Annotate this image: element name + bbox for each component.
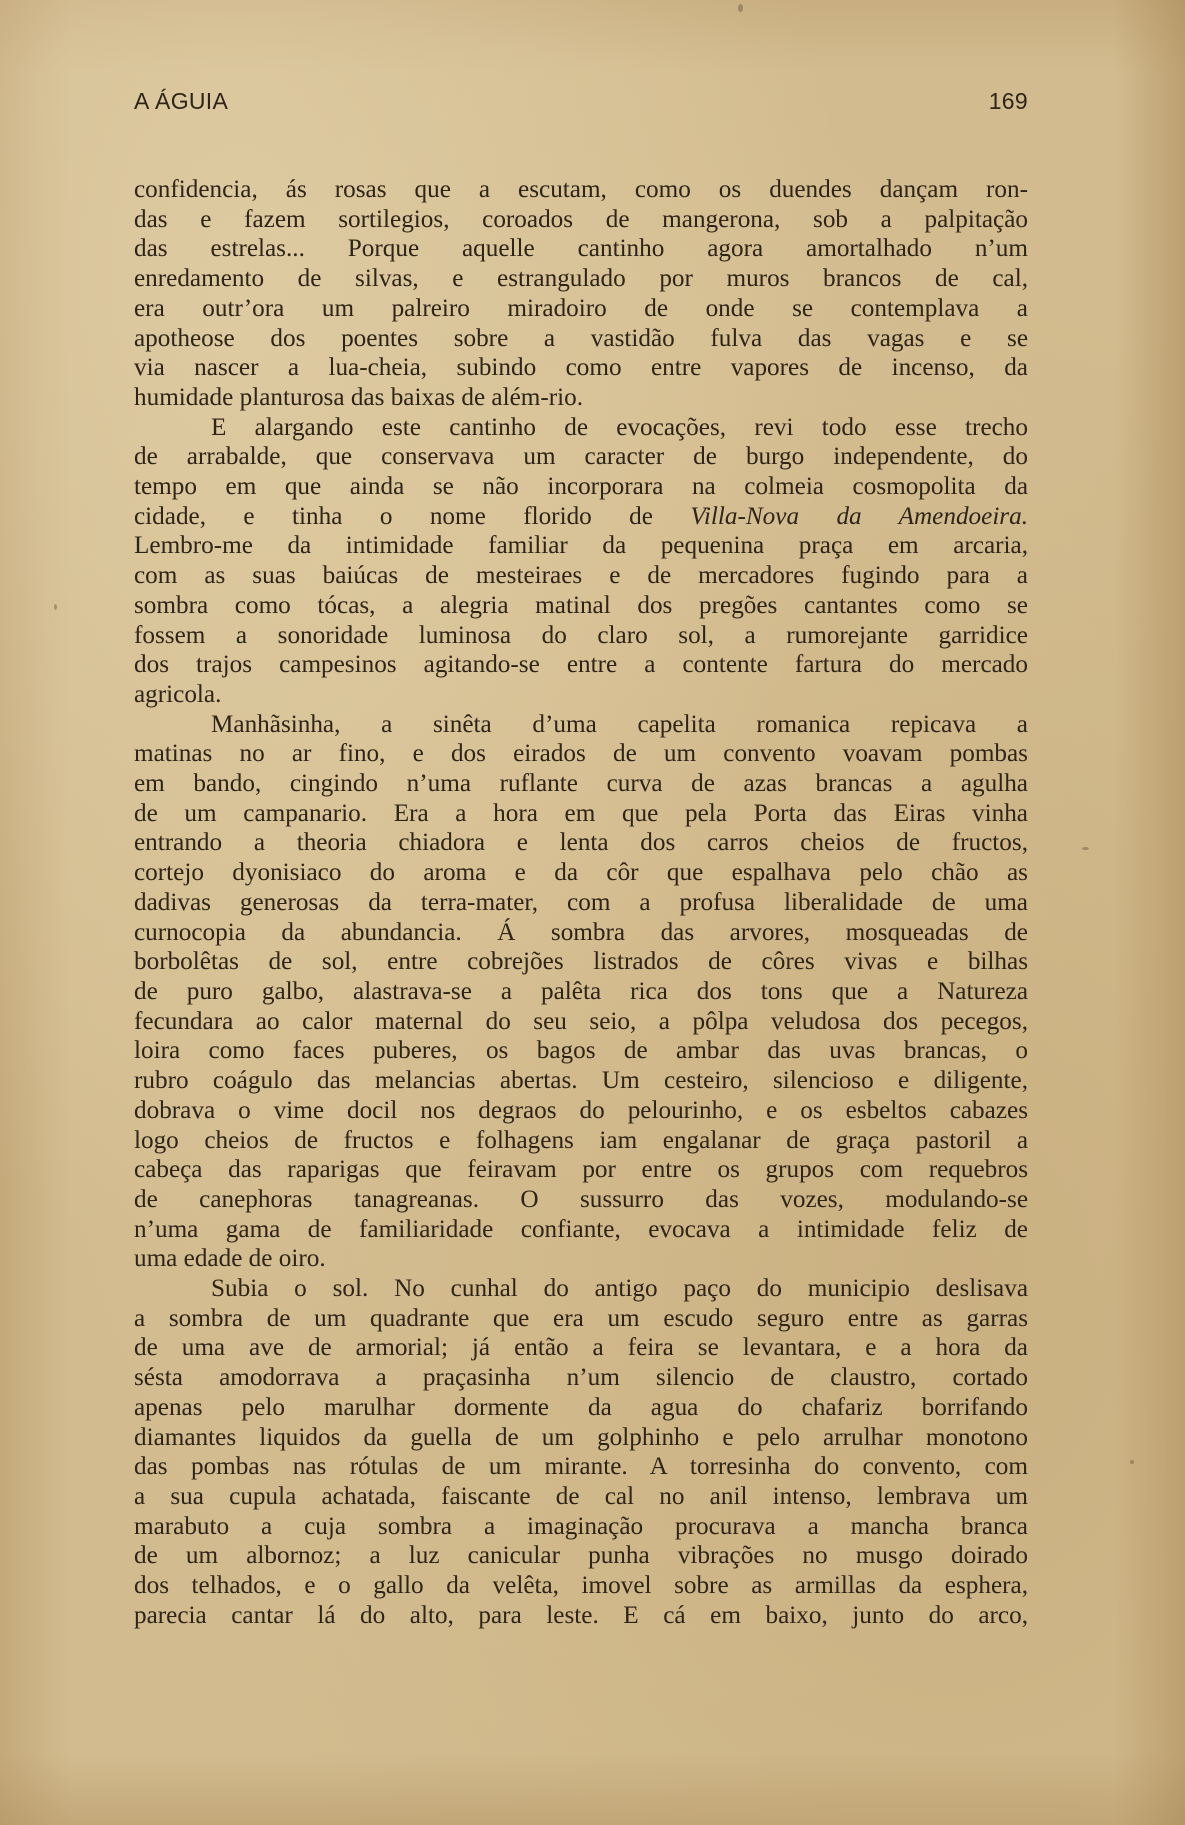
text-line	[134, 472, 1028, 502]
text-line	[134, 1007, 1028, 1037]
text-line-content: de um albornoz; a luz canicular punha vibrações no musgo doirado	[134, 1542, 1028, 1570]
text-line-content: cidade, e tinha o nome florido de	[134, 502, 653, 530]
text-line	[134, 650, 1028, 680]
text-line	[134, 205, 1028, 235]
text-line	[134, 977, 1028, 1007]
text-line-content: das pombas nas rótulas de um mirante. A torresinha do convento, com	[134, 1453, 1028, 1481]
text-line	[134, 1096, 1028, 1126]
text-line-content: com as suas baiúcas de mesteiraes e de mercadores fugindo para a	[134, 562, 1028, 590]
text-line	[134, 1126, 1028, 1156]
text-line	[134, 1601, 1028, 1631]
text-line	[134, 1393, 1028, 1423]
paper-speck	[54, 604, 57, 610]
paper-speck	[738, 4, 743, 12]
text-line	[134, 264, 1028, 294]
text-line	[134, 1036, 1028, 1066]
text-line-content: de canephoras tanagreanas. O sussurro das vozes, modulando-se	[134, 1185, 1028, 1213]
text-line	[134, 561, 1028, 591]
text-line-content: apenas pelo marulhar dormente da agua do chafariz borrifando	[134, 1393, 1028, 1421]
text-line	[134, 1571, 1028, 1601]
text-line	[134, 1066, 1028, 1096]
text-line	[134, 769, 1028, 799]
text-line	[134, 1274, 1028, 1304]
text-line	[134, 858, 1028, 888]
text-line-content: rubro coágulo das melancias abertas. Um cesteiro, silencioso e diligente,	[134, 1067, 1028, 1095]
text-line-content: diamantes liquidos da guella de um golphinho e pelo arrulhar monotono	[134, 1423, 1028, 1451]
text-line-content: enredamento de silvas, e estrangulado por muros brancos de cal,	[134, 265, 1028, 293]
text-line	[134, 442, 1028, 472]
text-line	[134, 1333, 1028, 1363]
text-line-content: marabuto a cuja sombra a imaginação procurava a mancha branca	[134, 1512, 1028, 1540]
text-line-content: tempo em que ainda se não incorporara na colmeia cosmopolita da	[134, 473, 1028, 501]
text-line-content: fecundara ao calor maternal do seu seio, a pôlpa veludosa dos pecegos,	[134, 1007, 1028, 1035]
text-line-content: agricola.	[134, 680, 222, 708]
text-line	[134, 324, 1028, 354]
text-line	[134, 531, 1028, 561]
text-line-content: dos telhados, e o gallo da velêta, imovel sobre as armillas da esphera,	[134, 1572, 1028, 1600]
text-line	[134, 591, 1028, 621]
body-text	[134, 175, 1028, 1630]
text-line	[134, 1244, 1028, 1274]
text-line-content: Manhãsinha, a sinêta d’uma capelita romanica repicava a	[211, 710, 1028, 738]
text-line	[134, 1155, 1028, 1185]
text-line-content: sombra como tócas, a alegria matinal dos pregões cantantes como se	[134, 591, 1028, 619]
text-line	[134, 621, 1028, 651]
text-line-content: loira como faces puberes, os bagos de ambar das uvas brancas, o	[134, 1037, 1028, 1065]
text-line	[134, 175, 1028, 205]
text-line	[134, 294, 1028, 324]
text-line	[134, 739, 1028, 769]
paper-speck	[1130, 1460, 1134, 1464]
text-line-content: apotheose dos poentes sobre a vastidão fulva das vagas e se	[134, 324, 1028, 352]
text-line	[134, 1363, 1028, 1393]
text-line	[134, 1452, 1028, 1482]
text-line	[134, 947, 1028, 977]
text-line-content: dadivas generosas da terra-mater, com a profusa liberalidade de uma	[134, 888, 1028, 916]
text-line-content: logo cheios de fructos e folhagens iam engalanar de graça pastoril a	[134, 1126, 1028, 1154]
journal-title: A ÁGUIA	[134, 88, 229, 114]
text-line	[134, 383, 1028, 413]
text-line-content: dos trajos campesinos agitando-se entre a contente fartura do mercado	[134, 651, 1028, 679]
text-line-content: em bando, cingindo n’uma ruflante curva de azas brancas a agulha	[134, 770, 1028, 798]
text-line	[134, 1304, 1028, 1334]
text-line-content: borbolêtas de sol, entre cobrejões listrados de côres vivas e bilhas	[134, 948, 1028, 976]
text-line	[134, 1185, 1028, 1215]
text-line-content: n’uma gama de familiaridade confiante, evocava a intimidade feliz de	[134, 1215, 1028, 1243]
text-line-content: humidade planturosa das baixas de além-rio.	[134, 383, 584, 411]
text-line	[134, 1423, 1028, 1453]
text-line-content: confidencia, ás rosas que a escutam, como os duendes dançam ron-	[134, 176, 1028, 203]
text-line-content: Subia o sol. No cunhal do antigo paço do municipio deslisava	[211, 1275, 1028, 1303]
text-line-content: das estrelas... Porque aquelle cantinho agora amortalhado n’um	[134, 235, 1028, 263]
italic-place-name: Villa-Nova da Amendoeira.	[690, 502, 1029, 530]
text-line-content: de puro galbo, alastrava-se a palêta rica dos tons que a Natureza	[134, 977, 1028, 1005]
text-line	[134, 1541, 1028, 1571]
text-line-content: cabeça das raparigas que feiravam por entre os grupos com requebros	[134, 1156, 1028, 1184]
text-line-content: era outr’ora um palreiro miradoiro de onde se contemplava a	[134, 294, 1028, 322]
text-line-content: entrando a theoria chiadora e lenta dos carros cheios de fructos,	[134, 829, 1028, 857]
text-line	[134, 799, 1028, 829]
text-line	[134, 1482, 1028, 1512]
text-line	[134, 1512, 1028, 1542]
text-line	[134, 353, 1028, 383]
text-line	[134, 888, 1028, 918]
text-line	[134, 680, 1028, 710]
text-line-content: fossem a sonoridade luminosa do claro sol, a rumorejante garridice	[134, 621, 1028, 649]
text-line	[134, 234, 1028, 264]
text-line	[134, 502, 1028, 532]
text-line-content: cortejo dyonisiaco do aroma e da côr que espalhava pelo chão as	[134, 859, 1028, 887]
text-line	[134, 918, 1028, 948]
text-line-content: dobrava o vime docil nos degraos do pelourinho, e os esbeltos cabazes	[134, 1096, 1028, 1124]
text-line	[134, 828, 1028, 858]
text-line-content: Lembro-me da intimidade familiar da pequenina praça em arcaria,	[134, 532, 1028, 560]
text-line	[134, 1215, 1028, 1245]
book-page	[134, 88, 1028, 1630]
text-line-content: a sua cupula achatada, faiscante de cal no anil intenso, lembrava um	[134, 1482, 1028, 1510]
text-line-content: E alargando este cantinho de evocações, revi todo esse trecho	[211, 413, 1028, 441]
text-line	[134, 710, 1028, 740]
text-line-content: de um campanario. Era a hora em que pela Porta das Eiras vinha	[134, 799, 1028, 827]
text-line-content: parecia cantar lá do alto, para leste. E cá em baixo, junto do arco,	[134, 1601, 1028, 1629]
text-line-content: via nascer a lua-cheia, subindo como entre vapores de incenso, da	[134, 354, 1028, 382]
running-header	[134, 88, 1028, 132]
text-line-content: uma edade de oiro.	[134, 1245, 326, 1273]
page-number: 169	[988, 88, 1028, 114]
text-line-content: matinas no ar fino, e dos eirados de um convento voavam pombas	[134, 740, 1028, 768]
text-line-content: curnocopia da abundancia. Á sombra das arvores, mosqueadas de	[134, 918, 1028, 946]
text-line-content: de uma ave de armorial; já então a feira se levantara, e a hora da	[134, 1334, 1028, 1362]
text-line-content: a sombra de um quadrante que era um escudo seguro entre as garras	[134, 1304, 1028, 1332]
paper-speck	[1082, 847, 1089, 850]
text-line	[134, 413, 1028, 443]
text-line-content: das e fazem sortilegios, coroados de mangerona, sob a palpitação	[134, 205, 1028, 233]
text-line-content: sésta amodorrava a praçasinha n’um silencio de claustro, cortado	[134, 1364, 1028, 1392]
text-line-content: de arrabalde, que conservava um caracter de burgo independente, do	[134, 443, 1028, 471]
